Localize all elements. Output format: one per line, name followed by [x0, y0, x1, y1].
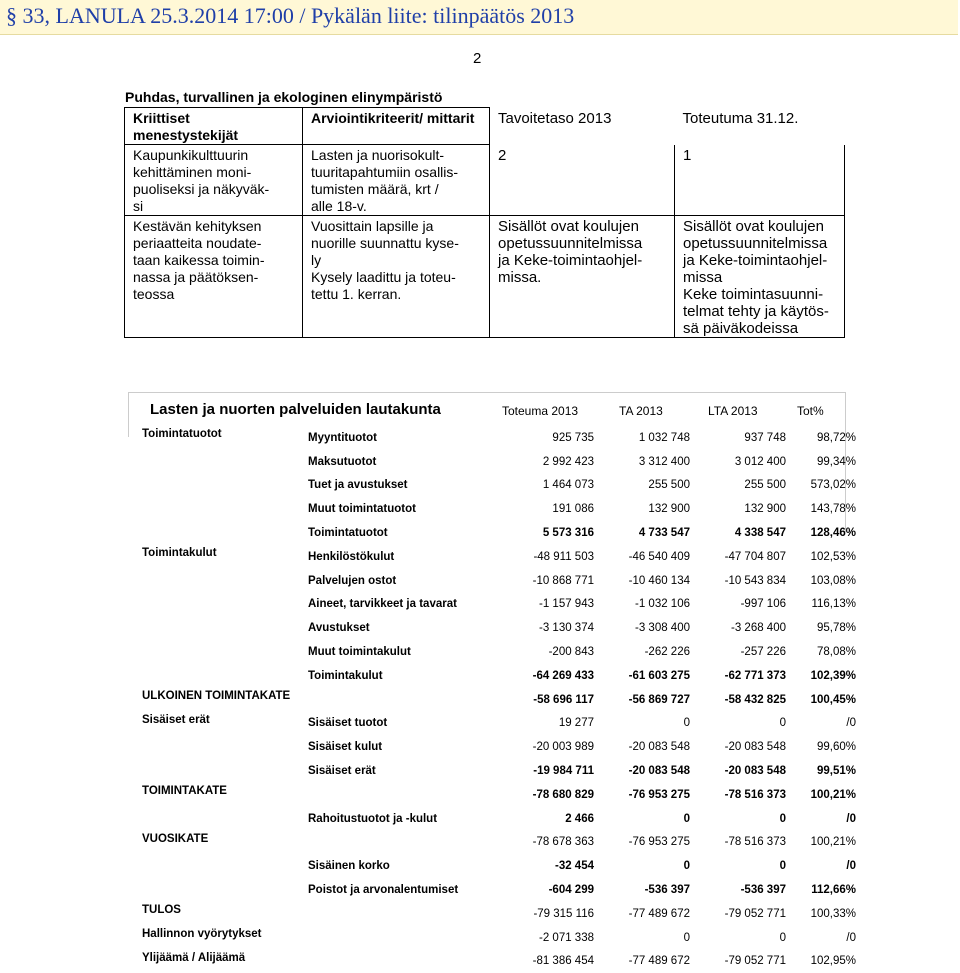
- finance-value: 143,78%: [810, 503, 856, 516]
- finance-section-label: Hallinnon vyörytykset: [142, 927, 262, 940]
- finance-value: 0: [779, 931, 786, 944]
- finance-value: -64 269 433: [532, 669, 594, 682]
- finance-value: -47 704 807: [724, 550, 786, 563]
- finance-value: -20 003 989: [532, 741, 594, 754]
- goals-row1-factor: Kaupunkikulttuurin kehittäminen moni- puoliseksi ja näkyväk- si: [125, 145, 303, 216]
- finance-item-label: [306, 950, 500, 973]
- finance-value: -78 678 363: [532, 836, 594, 849]
- finance-value: 102,95%: [810, 955, 856, 968]
- finance-row: [140, 902, 858, 926]
- finance-value: -79 052 771: [724, 955, 786, 968]
- finance-value: -77 489 672: [628, 955, 690, 968]
- finance-section-label: [140, 640, 306, 664]
- finance-item-label: Sisäiset tuotot: [308, 717, 388, 730]
- finance-item-label: Toimintakulut: [308, 669, 383, 682]
- finance-value: 0: [779, 860, 786, 873]
- finance-value: -78 516 373: [724, 836, 786, 849]
- finance-section-label: [140, 807, 306, 831]
- finance-section-label: [140, 616, 306, 640]
- finance-value: 116,13%: [811, 598, 856, 611]
- finance-value: 19 277: [558, 717, 594, 730]
- finance-row: [140, 593, 858, 617]
- finance-value: 573,02%: [810, 479, 856, 492]
- finance-value: -58 432 825: [724, 693, 786, 706]
- finance-item-label: Tuet ja avustukset: [308, 479, 408, 492]
- finance-item-label: Poistot ja arvonalentumiset: [308, 884, 459, 897]
- finance-row: [140, 759, 858, 783]
- finance-row: [140, 426, 858, 450]
- finance-value: 100,45%: [810, 693, 856, 706]
- finance-row: [140, 950, 858, 973]
- finance-section-label: Toimintatuotot: [142, 428, 222, 440]
- finance-value: -1 157 943: [539, 598, 594, 611]
- finance-value: -76 953 275: [628, 836, 690, 849]
- finance-row: [140, 807, 858, 831]
- finance-value: 98,72%: [816, 431, 856, 444]
- finance-title: Lasten ja nuorten palveluiden lautakunta: [150, 401, 441, 418]
- goals-table: [124, 107, 845, 338]
- finance-section-label: [140, 450, 306, 474]
- finance-section-label: [140, 521, 306, 545]
- finance-value: -78 516 373: [724, 788, 786, 801]
- finance-row: [140, 831, 858, 855]
- finance-section-label: [140, 569, 306, 593]
- goals-header-factors: Kriittiset menestystekijät: [125, 108, 303, 145]
- finance-item-label: Rahoitustuotot ja -kulut: [308, 812, 438, 825]
- finance-section-label: [140, 878, 306, 902]
- finance-value: -56 869 727: [628, 693, 690, 706]
- finance-value: -77 489 672: [628, 907, 690, 920]
- goals-row1-criteria: Lasten ja nuorisokult- tuuritapahtumiin osallis- tumisten määrä, krt / alle 18-v.: [303, 145, 490, 216]
- finance-value: -62 771 373: [724, 669, 786, 682]
- finance-item-label: Sisäinen korko: [308, 860, 390, 873]
- goals-row2-target: Sisällöt ovat koulujen opetussuunnitelmissa ja Keke-toimintaohjel- missa.: [490, 216, 675, 338]
- finance-row: [140, 688, 858, 712]
- finance-value: 112,66%: [811, 884, 856, 897]
- finance-value: 925 735: [552, 431, 594, 444]
- finance-row: [140, 474, 858, 498]
- finance-value: -46 540 409: [628, 550, 690, 563]
- finance-value: 937 748: [744, 431, 786, 444]
- finance-item-label: [306, 926, 500, 950]
- finance-value: 1 464 073: [542, 479, 594, 492]
- finance-value: -58 696 117: [533, 693, 594, 706]
- finance-value: -536 397: [644, 884, 690, 897]
- goals-header-target: Tavoitetaso 2013: [498, 109, 612, 127]
- finance-value: 0: [683, 812, 690, 825]
- finance-item-label: Maksutuotot: [308, 455, 377, 468]
- finance-value: 0: [779, 717, 786, 730]
- finance-row: [140, 735, 858, 759]
- finance-section-label: [140, 474, 306, 498]
- finance-value: -3 308 400: [635, 622, 690, 635]
- finance-row: [140, 926, 858, 950]
- finance-value: 132 900: [648, 503, 690, 516]
- finance-section-label: Sisäiset erät: [142, 713, 210, 726]
- finance-value: -79 315 116: [533, 907, 594, 920]
- finance-value: -20 083 548: [724, 765, 786, 778]
- finance-item-label: Palvelujen ostot: [308, 574, 397, 587]
- finance-value: /0: [846, 931, 856, 944]
- finance-row: [140, 854, 858, 878]
- finance-section-label: TULOS: [142, 903, 181, 916]
- finance-value: 99,34%: [816, 455, 856, 468]
- finance-value: 78,08%: [816, 646, 856, 659]
- finance-section-label: [140, 854, 306, 878]
- finance-value: 0: [683, 931, 690, 944]
- finance-value: 102,39%: [810, 669, 856, 682]
- document-banner: [0, 0, 958, 35]
- finance-row: [140, 497, 858, 521]
- finance-item-label: Myyntituotot: [308, 431, 377, 444]
- finance-row: [140, 450, 858, 474]
- finance-row: [140, 616, 858, 640]
- finance-value: 0: [779, 812, 786, 825]
- goals-header-outcome: Toteutuma 31.12.: [682, 109, 799, 127]
- finance-value: 255 500: [648, 479, 690, 492]
- finance-item-label: Sisäiset kulut: [308, 741, 383, 754]
- goals-row2-criteria: Vuosittain lapsille ja nuorille suunnattu kyse- ly Kysely laadittu ja toteu- tettu 1. kerran.: [303, 216, 490, 338]
- goal-section-title: Puhdas, turvallinen ja ekologinen elinympäristö: [125, 89, 443, 105]
- finance-section-label: Toimintakulut: [142, 546, 217, 559]
- finance-value: 5 573 316: [542, 527, 594, 540]
- finance-section-label: TOIMINTAKATE: [142, 784, 227, 797]
- finance-section-label: VUOSIKATE: [142, 832, 209, 845]
- finance-value: -19 984 711: [533, 765, 594, 778]
- finance-value: -2 071 338: [539, 931, 594, 944]
- goals-row2-outcome: Sisällöt ovat koulujen opetussuunnitelmissa ja Keke-toimintaohjel- missa Keke toimintasuunni- telmat tehty ja käytös- sä päiväkodeissa: [675, 216, 845, 338]
- finance-value: -1 032 106: [635, 598, 690, 611]
- finance-value: 1 032 748: [638, 431, 690, 444]
- finance-item-label: Muut toimintatuotot: [308, 503, 416, 516]
- finance-value: -200 843: [548, 646, 594, 659]
- finance-value: 3 312 400: [638, 455, 690, 468]
- finance-section-label: Ylijäämä / Alijäämä: [142, 951, 246, 964]
- finance-value: -79 052 771: [724, 907, 786, 920]
- finance-item-label: [306, 783, 500, 807]
- finance-item-label: [306, 902, 500, 926]
- finance-value: -262 226: [644, 646, 690, 659]
- finance-value: 4 338 547: [734, 527, 786, 540]
- finance-value: 0: [683, 717, 690, 730]
- finance-item-label: Toimintatuotot: [308, 527, 388, 540]
- finance-value: 100,21%: [810, 836, 856, 849]
- finance-item-label: Sisäiset erät: [308, 765, 376, 778]
- finance-value: 100,33%: [810, 907, 856, 920]
- finance-value: 255 500: [744, 479, 786, 492]
- finance-value: 4 733 547: [638, 527, 690, 540]
- goals-header-criteria: Arviointikriteerit/ mittarit: [303, 108, 490, 145]
- goals-row2-factor: Kestävän kehityksen periaatteita noudate- taan kaikessa toimin- nassa ja päätöksen- teossa: [125, 216, 303, 338]
- finance-item-label: [306, 831, 500, 855]
- finance-row: [140, 521, 858, 545]
- finance-value: 132 900: [744, 503, 786, 516]
- finance-value: 102,53%: [810, 550, 856, 563]
- finance-value: 99,60%: [816, 741, 856, 754]
- goals-row1-target: 2: [490, 145, 675, 216]
- finance-value: -997 106: [740, 598, 786, 611]
- finance-value: -3 130 374: [539, 622, 594, 635]
- finance-section-label: [140, 664, 306, 688]
- finance-col-percent: Tot%: [797, 404, 824, 418]
- finance-value: 191 086: [552, 503, 594, 516]
- finance-value: 99,51%: [816, 765, 856, 778]
- finance-value: -48 911 503: [533, 550, 594, 563]
- finance-row: [140, 664, 858, 688]
- finance-value: 2 466: [565, 812, 594, 825]
- finance-row: [140, 569, 858, 593]
- finance-row: [140, 545, 858, 569]
- finance-section-label: [140, 497, 306, 521]
- finance-value: -10 543 834: [724, 574, 786, 587]
- finance-row: [140, 712, 858, 736]
- banner-text: § 33, LANULA 25.3.2014 17:00 / Pykälän liite: tilinpäätös 2013: [6, 3, 575, 28]
- finance-value: 0: [683, 860, 690, 873]
- finance-table: [140, 426, 858, 973]
- finance-value: 103,08%: [810, 574, 856, 587]
- finance-col-actual: Toteuma 2013: [502, 404, 579, 418]
- finance-value: -10 460 134: [628, 574, 690, 587]
- finance-value: /0: [846, 717, 856, 730]
- finance-value: -61 603 275: [628, 669, 690, 682]
- finance-value: 2 992 423: [542, 455, 594, 468]
- page-number: 2: [473, 50, 482, 67]
- finance-value: -32 454: [554, 860, 594, 873]
- finance-item-label: [306, 688, 500, 712]
- finance-section-label: [140, 759, 306, 783]
- finance-item-label: Henkilöstökulut: [308, 550, 395, 563]
- finance-value: -604 299: [548, 884, 594, 897]
- finance-value: -76 953 275: [628, 788, 690, 801]
- finance-row: [140, 878, 858, 902]
- finance-row: [140, 783, 858, 807]
- finance-value: 3 012 400: [734, 455, 786, 468]
- finance-value: /0: [846, 860, 856, 873]
- finance-value: /0: [846, 812, 856, 825]
- finance-item-label: Avustukset: [308, 622, 370, 635]
- finance-value: -10 868 771: [532, 574, 594, 587]
- finance-col-budget: TA 2013: [619, 404, 663, 418]
- finance-value: -20 083 548: [628, 741, 690, 754]
- finance-value: -78 680 829: [532, 788, 594, 801]
- finance-section-label: ULKOINEN TOIMINTAKATE: [142, 689, 291, 702]
- finance-item-label: Muut toimintakulut: [308, 646, 411, 659]
- finance-border-left: [128, 392, 129, 437]
- finance-value: 128,46%: [810, 527, 856, 540]
- finance-value: -536 397: [740, 884, 786, 897]
- finance-value: 95,78%: [816, 622, 856, 635]
- finance-section-label: [140, 593, 306, 617]
- finance-value: -81 386 454: [532, 955, 594, 968]
- finance-value: -257 226: [740, 646, 786, 659]
- finance-item-label: Aineet, tarvikkeet ja tavarat: [308, 598, 457, 611]
- finance-section-label: [140, 735, 306, 759]
- finance-value: -20 083 548: [724, 741, 786, 754]
- finance-value: -20 083 548: [628, 765, 690, 778]
- goals-row1-outcome: 1: [675, 145, 845, 216]
- finance-row: [140, 640, 858, 664]
- finance-col-revised-budget: LTA 2013: [708, 404, 758, 418]
- finance-value: 100,21%: [810, 788, 856, 801]
- finance-value: -3 268 400: [731, 622, 786, 635]
